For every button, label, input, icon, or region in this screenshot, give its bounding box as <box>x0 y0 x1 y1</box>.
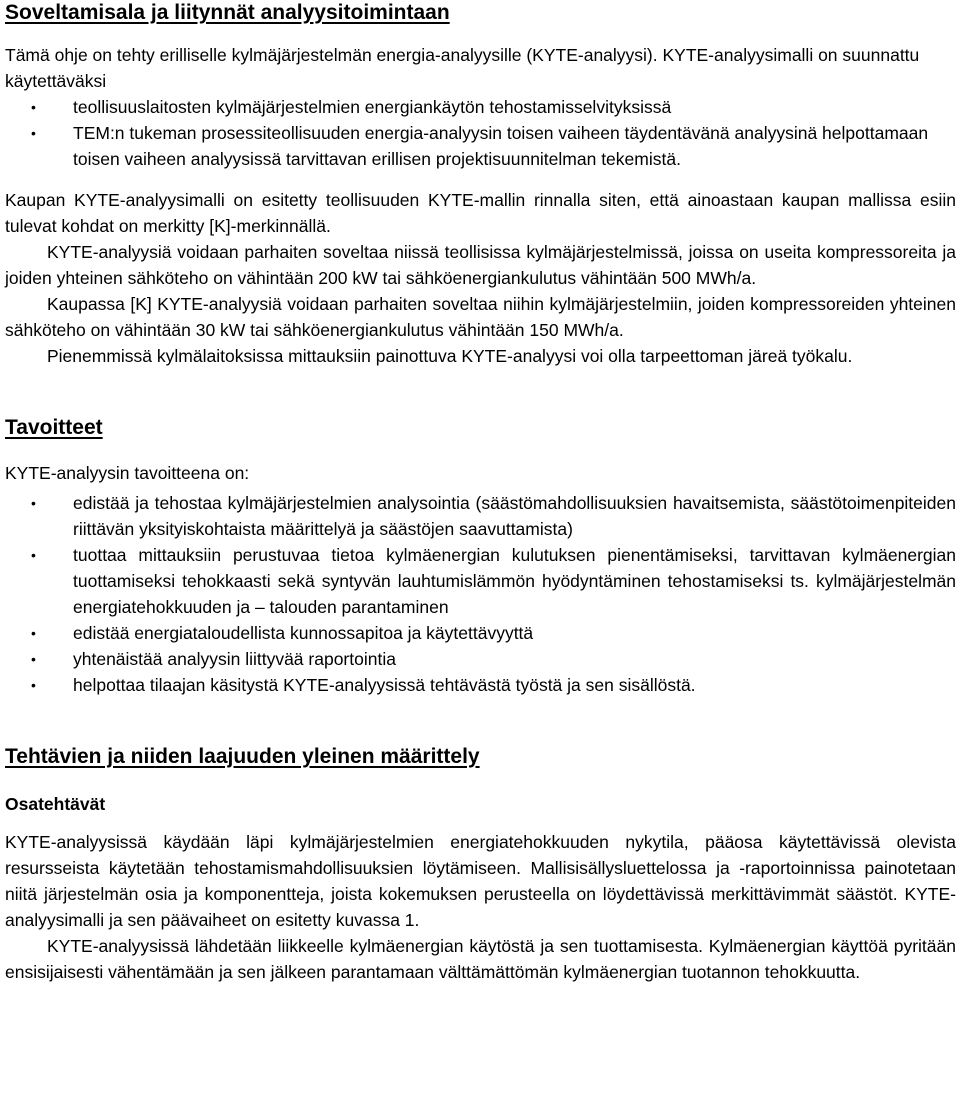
bullet-icon: • <box>31 625 36 641</box>
scope-paragraph-retail: Kaupassa [K] KYTE-analyysiä voidaan parhaiten soveltaa niihin kylmäjärjestelmiin, joiden kompressoreiden yhteinen sähköteho on vähintään 30 kW tai sähköenergiankulutus vähintään 150 MWh/a. <box>5 294 956 340</box>
list-item: • helpottaa tilaajan käsitystä KYTE-analyysissä tehtävästä työstä ja sen sisällöstä. <box>5 672 956 698</box>
list-item: • edistää energiataloudellista kunnossapitoa ja käytettävyyttä <box>5 620 956 646</box>
scope-bullet-list <box>5 94 956 172</box>
list-item: • tuottaa mittauksiin perustuvaa tietoa kylmäenergian kulutuksen pienentämiseksi, tarvittavan kylmäenergian tuottamiseksi tehokkaasti sekä syntyvän lauhtumislämmön hyödyntäminen tehostamiseksi ts. kylmäjärjestelmän energiatehokkuuden ja – talouden parantaminen <box>5 542 956 620</box>
goals-intro: KYTE-analyysin tavoitteena on: <box>5 463 250 483</box>
scope-paragraph-small: Pienemmissä kylmälaitoksissa mittauksiin painottuva KYTE-analyysi voi olla tarpeettoman järeä työkalu. <box>47 346 853 366</box>
bullet-icon: • <box>31 495 36 511</box>
list-item: • teollisuuslaitosten kylmäjärjestelmien energiankäytön tehostamisselvityksissä <box>5 94 956 120</box>
bullet-icon: • <box>31 547 36 563</box>
bullet-icon: • <box>31 651 36 667</box>
scope-intro: Tämä ohje on tehty erilliselle kylmäjärjestelmän energia-analyysille (KYTE-analyysi). KYTE-analyysimalli on suunnattu käytettäväksi <box>5 45 920 91</box>
goals-bullet-list <box>5 490 956 698</box>
bullet-icon: • <box>31 677 36 693</box>
tasks-paragraph-1: KYTE-analyysissä käydään läpi kylmäjärjestelmien energiatehokkuuden nykytila, pääosa käytettävissä olevista resursseista käytetään tehostamismahdollisuuksien löytämiseen. Mallisisällysluettelossa ja -raportoinnissa painotetaan niitä järjestelmän osia ja komponentteja, joista kokemuksen perusteella on löydettävissä merkittävimmät säästöt. KYTE-analyysimalli ja sen päävaiheet on esitetty kuvassa 1. <box>5 832 956 930</box>
section-title-scope: Soveltamisala ja liitynnät analyysitoimintaan <box>5 1 450 24</box>
list-item: • TEM:n tukeman prosessiteollisuuden energia-analyysin toisen vaiheen täydentävänä analyysinä helpottamaan toisen vaiheen analyysissä tarvittavan erillisen projektisuunnitelman tekemistä. <box>5 120 956 172</box>
scope-paragraph-kaupan: Kaupan KYTE-analyysimalli on esitetty teollisuuden KYTE-mallin rinnalla siten, että ainoastaan kaupan mallissa esiin tulevat kohdat on merkitty [K]-merkinnällä. <box>5 190 956 236</box>
bullet-icon: • <box>31 99 36 115</box>
list-item: • edistää ja tehostaa kylmäjärjestelmien analysointia (säästömahdollisuuksien havaitsemista, säästötoimenpiteiden riittävän yksityiskohtaista määrittelyä ja säästöjen saavuttamista) <box>5 490 956 542</box>
scope-paragraph-industrial: KYTE-analyysiä voidaan parhaiten soveltaa niissä teollisissa kylmäjärjestelmissä, joissa on useita kompressoreita ja joiden yhteinen sähköteho on vähintään 200 kW tai sähköenergiankulutus vähintään 500 MWh/a. <box>5 242 956 288</box>
list-item: • yhtenäistää analyysin liittyvää raportointia <box>5 646 956 672</box>
tasks-paragraph-2: KYTE-analyysissä lähdetään liikkeelle kylmäenergian käytöstä ja sen tuottamisesta. Kylmäenergian käyttöä pyritään ensisijaisesti vähentämään ja sen jälkeen parantamaan välttämättömän kylmäenergian tuotannon tehokkuutta. <box>5 936 956 982</box>
bullet-icon: • <box>31 125 36 141</box>
subsection-title-subtasks: Osatehtävät <box>5 794 106 814</box>
section-title-tasks: Tehtävien ja niiden laajuuden yleinen määrittely <box>5 745 480 768</box>
section-title-goals: Tavoitteet <box>5 416 103 439</box>
